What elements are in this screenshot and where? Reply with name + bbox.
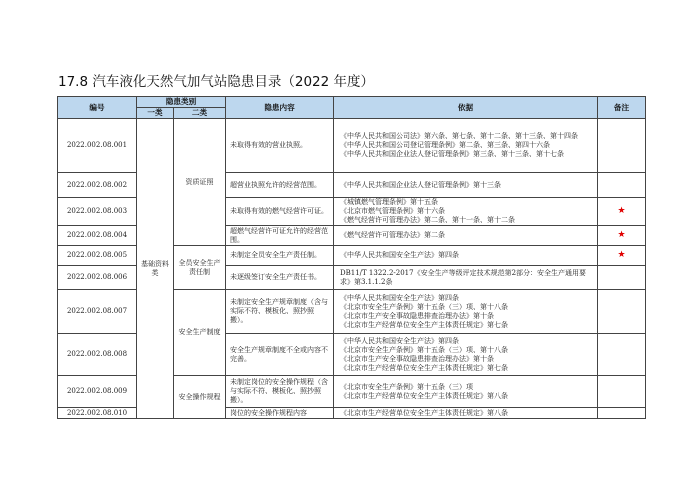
- row-content: 未制定全员安全生产责任制。: [226, 246, 334, 266]
- row-basis: 《城镇燃气管理条例》第十五条 《北京市燃气管理条例》第十六条 《燃气经营许可管理办法》第二条、第十一条、第十二条: [334, 198, 598, 226]
- row-content: 超营业执照允许的经营范围。: [226, 173, 334, 198]
- row-note: [598, 226, 646, 246]
- table-row: [58, 119, 646, 173]
- row-code: 2022.002.08.010: [58, 408, 137, 419]
- row-note: [598, 246, 646, 266]
- category-responsibility: 全员安全生产责任制: [174, 246, 226, 290]
- row-content: 未取得有效的营业执照。: [226, 119, 334, 173]
- row-note: [598, 173, 646, 198]
- row-note: [598, 290, 646, 334]
- row-note: [598, 119, 646, 173]
- star-icon: ★: [617, 230, 626, 240]
- row-code: 2022.002.08.005: [58, 246, 137, 266]
- row-content: 安全生产规章制度不全或内容不完善。: [226, 334, 334, 376]
- row-code: 2022.002.08.009: [58, 376, 137, 408]
- row-basis: DB11/T 1322.2-2017《安全生产等级评定技术规范第2部分：安全生产通用要求》第3.1.1.2条: [334, 266, 598, 290]
- row-basis: 《中华人民共和国安全生产法》第四条 《北京市安全生产条例》第十五条（三）项、第十八条 《北京市生产安全事故隐患排查治理办法》第十条 《北京市生产经营单位安全生产主体责任规定》第七条: [334, 334, 598, 376]
- row-basis: 《北京市生产经营单位安全生产主体责任规定》第八条: [334, 408, 598, 419]
- row-code: 2022.002.08.002: [58, 173, 137, 198]
- header-note: 备注: [598, 97, 646, 119]
- header-category: 隐患类别: [137, 97, 226, 108]
- row-content: 未逐级签订安全生产责任书。: [226, 266, 334, 290]
- row-code: 2022.002.08.006: [58, 266, 137, 290]
- header-basis: 依据: [334, 97, 598, 119]
- row-code: 2022.002.08.001: [58, 119, 137, 173]
- header-code: 编号: [58, 97, 137, 119]
- row-basis: 《中华人民共和国安全生产法》第四条 《北京市安全生产条例》第十五条（三）项、第十八条 《北京市生产安全事故隐患排查治理办法》第十条 《北京市生产经营单位安全生产主体责任规定》第七条: [334, 290, 598, 334]
- row-basis: 《中华人民共和国安全生产法》第四条: [334, 246, 598, 266]
- header-cat1: 一类: [137, 108, 174, 119]
- category-operating-procedures: 安全操作规程: [174, 376, 226, 419]
- row-note: [598, 376, 646, 408]
- row-note: [598, 266, 646, 290]
- header-content: 隐患内容: [226, 97, 334, 119]
- row-code: 2022.002.08.003: [58, 198, 137, 226]
- row-basis: 《燃气经营许可管理办法》第二条: [334, 226, 598, 246]
- row-note: [598, 334, 646, 376]
- row-content: 岗位的安全操作规程内容: [226, 408, 334, 419]
- row-code: 2022.002.08.004: [58, 226, 137, 246]
- category-qualification: 资质证照: [174, 119, 226, 246]
- row-content: 未制定安全生产规章制度（含与实际不符、模板化、照抄照搬）。: [226, 290, 334, 334]
- star-icon: ★: [617, 206, 626, 216]
- star-icon: ★: [617, 250, 626, 260]
- row-basis: 《北京市安全生产条例》第十五条（三）项 《北京市生产经营单位安全生产主体责任规定》第八条: [334, 376, 598, 408]
- category-safety-rules: 安全生产制度: [174, 290, 226, 376]
- row-basis: 《中华人民共和国企业法人登记管理条例》第十三条: [334, 173, 598, 198]
- page-title: 17.8 汽车液化天然气加气站隐患目录（2022 年度）: [58, 74, 374, 90]
- category-level1: 基础资料类: [137, 119, 174, 419]
- row-content: 超燃气经营许可证允许的经营范围。: [226, 226, 334, 246]
- row-code: 2022.002.08.007: [58, 290, 137, 334]
- row-basis: 《中华人民共和国公司法》第六条、第七条、第十二条、第十三条、第十四条 《中华人民共和国公司登记管理条例》第二条、第三条、第四十六条 《中华人民共和国企业法人登记管理条例》第三条、第十三条、第十七条: [334, 119, 598, 173]
- hazard-table: [57, 96, 646, 419]
- row-note: [598, 198, 646, 226]
- row-code: 2022.002.08.008: [58, 334, 137, 376]
- row-content: 未取得有效的燃气经营许可证。: [226, 198, 334, 226]
- row-note: [598, 408, 646, 419]
- header-cat2: 二类: [174, 108, 226, 119]
- row-content: 未制定岗位的安全操作规程（含与实际不符、模板化、照抄照搬）。: [226, 376, 334, 408]
